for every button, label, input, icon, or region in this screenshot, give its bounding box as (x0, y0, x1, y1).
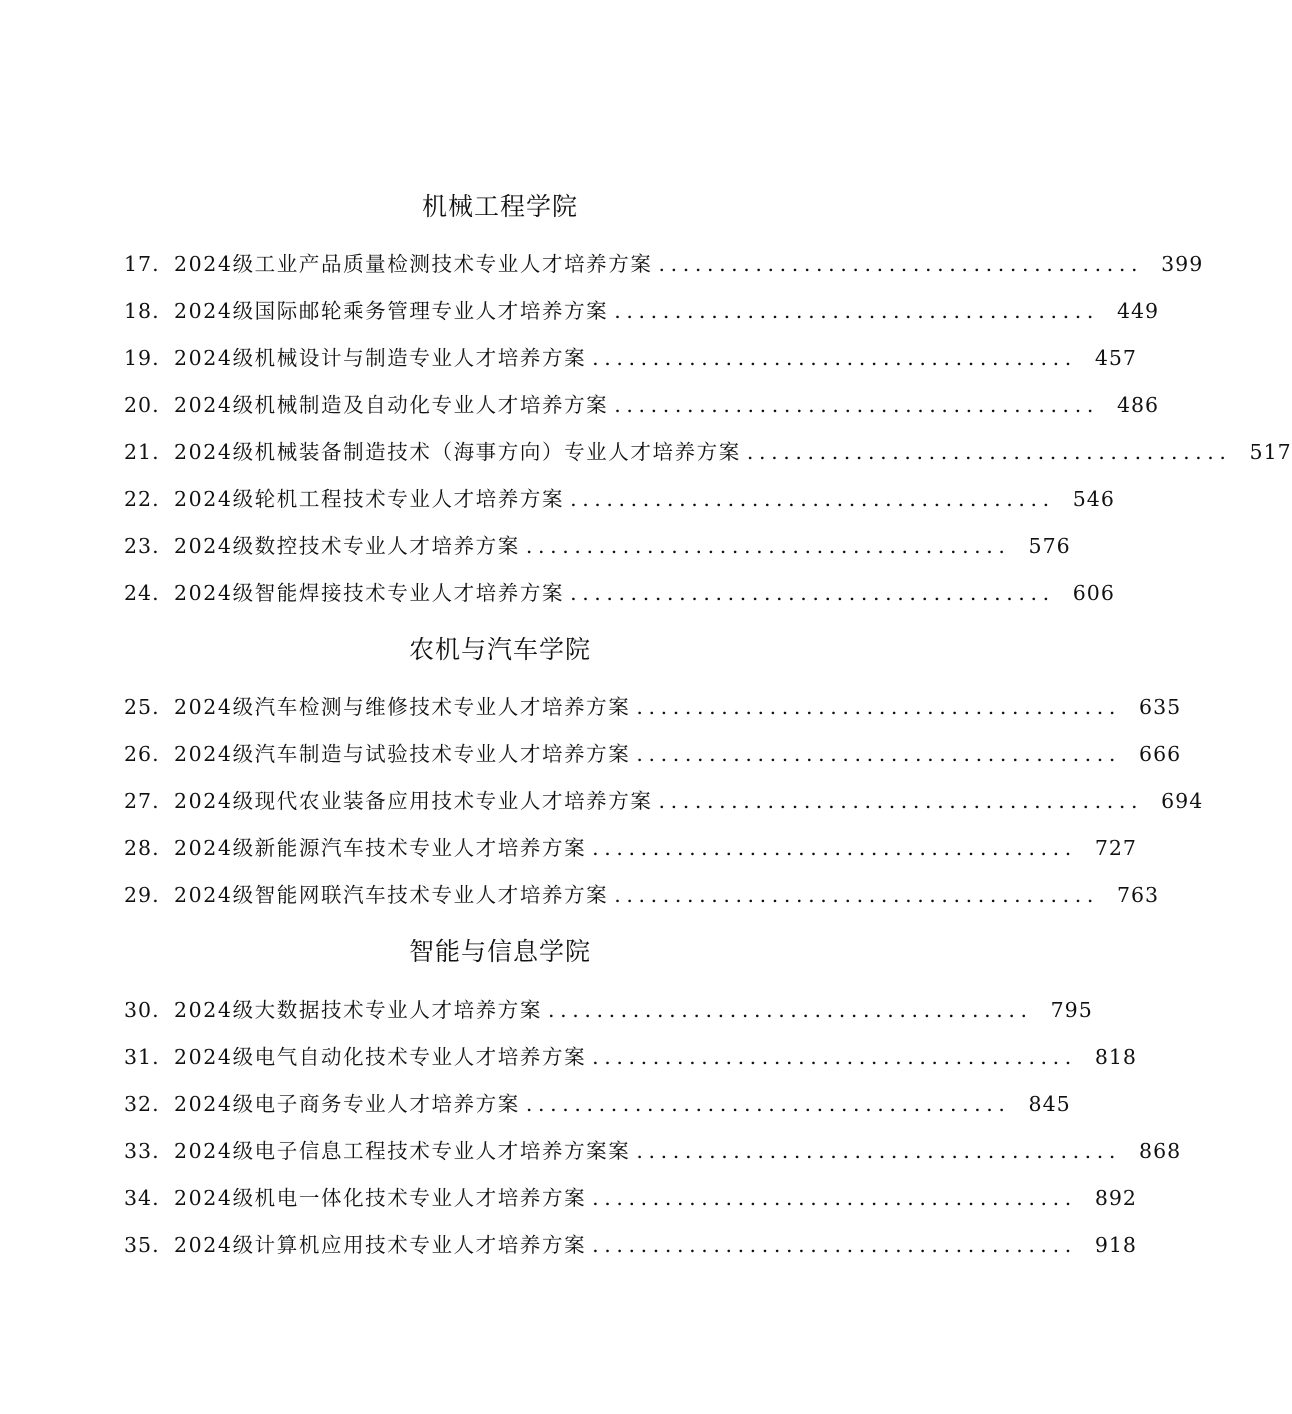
leader-dots: ........................................ (525, 1092, 1011, 1116)
leader-dots: ........................................ (570, 581, 1055, 605)
entry-title: 2024级智能焊接技术专业人才培养方案 (174, 581, 565, 605)
entry-page-number: 795 (1050, 998, 1093, 1022)
entry-page-number: 694 (1161, 789, 1204, 813)
leader-dots: ........................................ (746, 440, 1232, 464)
toc-entry[interactable] (124, 1183, 1137, 1213)
entry-title: 2024级机械制造及自动化专业人才培养方案 (174, 393, 609, 417)
entry-number: 21. (124, 440, 160, 464)
entry-title: 2024级国际邮轮乘务管理专业人才培养方案 (174, 299, 609, 323)
section-heading-intelligence-info: 智能与信息学院 (408, 937, 591, 966)
entry-title: 2024级汽车制造与试验技术专业人才培养方案 (174, 742, 631, 766)
entry-number: 24. (124, 581, 160, 605)
toc-entry[interactable] (124, 343, 1137, 373)
toc-entry[interactable] (124, 296, 1160, 326)
toc-entry[interactable] (124, 531, 1071, 561)
leader-dots: ........................................ (658, 252, 1144, 276)
toc-entry[interactable] (124, 1042, 1137, 1072)
entry-page-number: 727 (1094, 836, 1137, 860)
entry-title: 2024级机电一体化技术专业人才培养方案 (174, 1186, 587, 1210)
toc-entry[interactable] (124, 739, 1182, 769)
toc-entry[interactable] (124, 437, 1292, 467)
entry-title: 2024级数控技术专业人才培养方案 (174, 534, 520, 558)
toc-entry[interactable] (124, 880, 1160, 910)
entry-title: 2024级智能网联汽车技术专业人才培养方案 (174, 883, 609, 907)
toc-entry[interactable] (124, 1136, 1182, 1166)
entry-page-number: 457 (1094, 346, 1137, 370)
leader-dots: ........................................ (636, 742, 1122, 766)
leader-dots: ........................................ (614, 393, 1099, 417)
entry-page-number: 666 (1139, 742, 1182, 766)
entry-title: 2024级工业产品质量检测技术专业人才培养方案 (174, 252, 653, 276)
leader-dots: ........................................ (636, 1139, 1122, 1163)
toc-entry[interactable] (124, 1230, 1137, 1260)
entry-title: 2024级新能源汽车技术专业人才培养方案 (174, 836, 587, 860)
entry-number: 20. (124, 393, 160, 417)
entry-title: 2024级计算机应用技术专业人才培养方案 (174, 1233, 587, 1257)
entry-title: 2024级电子信息工程技术专业人才培养方案案 (174, 1139, 631, 1163)
entry-number: 35. (124, 1233, 160, 1257)
entry-page-number: 576 (1028, 534, 1071, 558)
entry-number: 30. (124, 998, 160, 1022)
section-heading-mechanical: 机械工程学院 (421, 192, 578, 221)
entry-page-number: 399 (1161, 252, 1204, 276)
leader-dots: ........................................ (592, 346, 1077, 370)
leader-dots: ........................................ (592, 1233, 1077, 1257)
entry-number: 18. (124, 299, 160, 323)
entry-page-number: 845 (1028, 1092, 1071, 1116)
toc-entry[interactable] (124, 995, 1093, 1025)
leader-dots: ........................................ (570, 487, 1055, 511)
entry-title: 2024级轮机工程技术专业人才培养方案 (174, 487, 565, 511)
entry-page-number: 868 (1139, 1139, 1182, 1163)
entry-number: 25. (124, 695, 160, 719)
entry-title: 2024级大数据技术专业人才培养方案 (174, 998, 542, 1022)
entry-page-number: 892 (1094, 1186, 1137, 1210)
leader-dots: ........................................ (614, 299, 1099, 323)
entry-page-number: 606 (1072, 581, 1115, 605)
entry-page-number: 818 (1094, 1045, 1137, 1069)
leader-dots: ........................................ (614, 883, 1099, 907)
entry-number: 19. (124, 346, 160, 370)
toc-entry[interactable] (124, 578, 1115, 608)
section-heading-agri-auto: 农机与汽车学院 (408, 635, 591, 664)
entry-title: 2024级机械装备制造技术（海事方向）专业人才培养方案 (174, 440, 741, 464)
leader-dots: ........................................ (592, 1186, 1077, 1210)
entry-page-number: 635 (1139, 695, 1182, 719)
entry-title: 2024级汽车检测与维修技术专业人才培养方案 (174, 695, 631, 719)
leader-dots: ........................................ (525, 534, 1011, 558)
toc-entry[interactable] (124, 692, 1182, 722)
entry-number: 32. (124, 1092, 160, 1116)
toc-entry[interactable] (124, 484, 1115, 514)
entry-number: 33. (124, 1139, 160, 1163)
entry-page-number: 486 (1116, 393, 1160, 417)
toc-entry[interactable] (124, 390, 1160, 420)
leader-dots: ........................................ (592, 1045, 1077, 1069)
leader-dots: ........................................ (658, 789, 1144, 813)
leader-dots: ........................................ (636, 695, 1122, 719)
entry-title: 2024级电子商务专业人才培养方案 (174, 1092, 520, 1116)
leader-dots: ........................................ (547, 998, 1033, 1022)
entry-number: 28. (124, 836, 160, 860)
entry-number: 23. (124, 534, 160, 558)
leader-dots: ........................................ (592, 836, 1077, 860)
entry-number: 31. (124, 1045, 160, 1069)
entry-page-number: 918 (1094, 1233, 1137, 1257)
toc-entry[interactable] (124, 249, 1204, 279)
entry-title: 2024级电气自动化技术专业人才培养方案 (174, 1045, 587, 1069)
entry-title: 2024级现代农业装备应用技术专业人才培养方案 (174, 789, 653, 813)
toc-entry[interactable] (124, 1089, 1071, 1119)
toc-entry[interactable] (124, 786, 1204, 816)
entry-number: 29. (124, 883, 160, 907)
entry-number: 17. (124, 252, 160, 276)
toc-entry[interactable] (124, 833, 1137, 863)
entry-page-number: 763 (1116, 883, 1160, 907)
entry-page-number: 546 (1072, 487, 1115, 511)
entry-number: 34. (124, 1186, 160, 1210)
entry-title: 2024级机械设计与制造专业人才培养方案 (174, 346, 587, 370)
entry-number: 22. (124, 487, 160, 511)
entry-number: 27. (124, 789, 160, 813)
entry-page-number: 517 (1249, 440, 1292, 464)
entry-page-number: 449 (1116, 299, 1160, 323)
entry-number: 26. (124, 742, 160, 766)
